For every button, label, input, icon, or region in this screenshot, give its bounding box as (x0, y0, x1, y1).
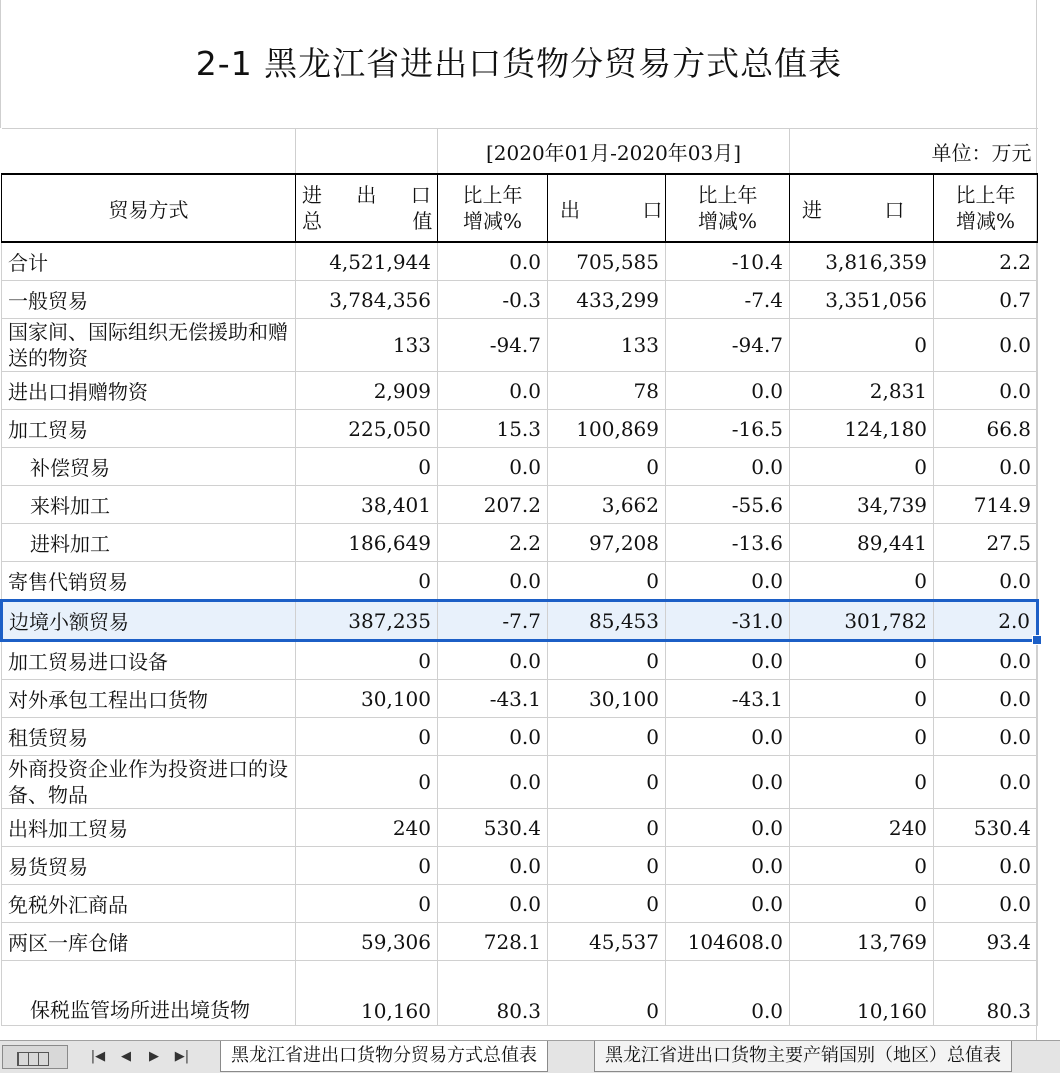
data-table (0, 128, 1039, 1026)
value-cell[interactable]: 530.4 (934, 809, 1038, 847)
table-row (2, 809, 1038, 847)
table-row (2, 923, 1038, 961)
value-cell[interactable]: -94.7 (666, 319, 790, 372)
value-cell[interactable]: 225,050 (296, 410, 438, 448)
value-cell[interactable]: 0.0 (438, 562, 548, 601)
value-cell[interactable]: -10.4 (666, 242, 790, 281)
blank-cell[interactable] (2, 129, 296, 175)
value-cell[interactable]: 0 (790, 680, 934, 718)
value-cell[interactable]: -0.3 (438, 281, 548, 319)
value-cell[interactable]: 30,100 (548, 680, 666, 718)
value-cell[interactable]: 0.0 (934, 372, 1038, 410)
value-cell[interactable]: 0.0 (438, 372, 548, 410)
blank-cell[interactable] (296, 129, 438, 175)
unit-label[interactable]: 单位：万元 (790, 129, 1038, 175)
value-cell[interactable]: 2,831 (790, 372, 934, 410)
value-cell[interactable]: 0.0 (666, 885, 790, 923)
row-label-cell[interactable]: 一般贸易 (2, 281, 296, 319)
value-cell[interactable]: 0.0 (666, 809, 790, 847)
value-cell[interactable]: 0.0 (666, 718, 790, 756)
value-cell[interactable]: 66.8 (934, 410, 1038, 448)
value-cell[interactable]: 80.3 (438, 961, 548, 1026)
header-import-pct[interactable] (934, 174, 1038, 242)
value-cell[interactable]: -16.5 (666, 410, 790, 448)
value-cell[interactable]: 59,306 (296, 923, 438, 961)
row-label-cell[interactable]: 国家间、国际组织无偿援助和赠送的物资 (2, 319, 296, 372)
value-cell[interactable]: 89,441 (790, 524, 934, 562)
row-label-cell[interactable]: 加工贸易进口设备 (2, 641, 296, 680)
grid-icon (17, 1052, 49, 1066)
table-row (2, 961, 1038, 1026)
value-cell[interactable]: 100,869 (548, 410, 666, 448)
table-row (2, 281, 1038, 319)
table-row (2, 562, 1038, 601)
value-cell[interactable]: 104608.0 (666, 923, 790, 961)
value-cell[interactable]: 0 (296, 847, 438, 885)
value-cell[interactable]: 30,100 (296, 680, 438, 718)
table-row (2, 410, 1038, 448)
value-cell[interactable]: 4,521,944 (296, 242, 438, 281)
row-label-cell[interactable]: 补偿贸易 (2, 448, 296, 486)
row-label-cell[interactable]: 免税外汇商品 (2, 885, 296, 923)
value-cell[interactable]: 301,782 (790, 601, 934, 641)
table-row (2, 847, 1038, 885)
prev-sheet-icon[interactable]: ◀ (121, 1049, 131, 1064)
header-pct-line2: 增减% (462, 209, 522, 233)
value-cell[interactable]: -55.6 (666, 486, 790, 524)
value-cell[interactable]: 13,769 (790, 923, 934, 961)
next-sheet-icon[interactable]: ▶ (149, 1049, 159, 1064)
header-export[interactable]: 出 口 (548, 174, 666, 242)
value-cell[interactable]: 0.0 (934, 448, 1038, 486)
value-cell[interactable]: 0 (790, 847, 934, 885)
value-cell[interactable]: 0.0 (666, 756, 790, 809)
value-cell[interactable]: -43.1 (438, 680, 548, 718)
value-cell[interactable]: 27.5 (934, 524, 1038, 562)
first-sheet-icon[interactable]: |◀ (90, 1049, 106, 1064)
value-cell[interactable]: 0 (548, 809, 666, 847)
value-cell[interactable]: -43.1 (666, 680, 790, 718)
value-cell[interactable]: 705,585 (548, 242, 666, 281)
value-cell[interactable]: 0 (296, 448, 438, 486)
table-row (2, 319, 1038, 372)
value-cell[interactable]: 186,649 (296, 524, 438, 562)
value-cell[interactable]: 38,401 (296, 486, 438, 524)
value-cell[interactable]: 2.2 (934, 242, 1038, 281)
value-cell[interactable]: 0.0 (438, 756, 548, 809)
value-cell[interactable]: 0 (296, 718, 438, 756)
value-cell[interactable]: 124,180 (790, 410, 934, 448)
value-cell[interactable]: 240 (296, 809, 438, 847)
value-cell[interactable]: 387,235 (296, 601, 438, 641)
value-cell[interactable]: 0 (790, 718, 934, 756)
value-cell[interactable]: -7.7 (438, 601, 548, 641)
value-cell[interactable]: 3,351,056 (790, 281, 934, 319)
row-label-cell[interactable]: 易货贸易 (2, 847, 296, 885)
table-row (2, 885, 1038, 923)
value-cell[interactable]: 0 (790, 641, 934, 680)
fill-handle[interactable] (1032, 635, 1042, 645)
header-pct-line1: 比上年 (955, 183, 1016, 207)
value-cell[interactable]: 0 (548, 961, 666, 1026)
value-cell[interactable]: 728.1 (438, 923, 548, 961)
value-cell[interactable]: 714.9 (934, 486, 1038, 524)
value-cell[interactable]: 0 (296, 562, 438, 601)
row-label-cell[interactable]: 进料加工 (2, 524, 296, 562)
period-label[interactable]: [2020年01月-2020年03月] (438, 129, 790, 175)
value-cell[interactable]: 97,208 (548, 524, 666, 562)
value-cell[interactable]: 0 (548, 641, 666, 680)
table-row (2, 680, 1038, 718)
header-pct-line1: 比上年 (462, 183, 523, 207)
value-cell[interactable]: 0.0 (666, 847, 790, 885)
value-cell[interactable]: 133 (548, 319, 666, 372)
value-cell[interactable]: 0.0 (934, 641, 1038, 680)
value-cell[interactable]: 3,662 (548, 486, 666, 524)
value-cell[interactable]: 0.0 (666, 562, 790, 601)
value-cell[interactable]: 34,739 (790, 486, 934, 524)
value-cell[interactable]: 0.0 (934, 847, 1038, 885)
value-cell[interactable]: 0.0 (666, 372, 790, 410)
value-cell[interactable]: 0 (296, 885, 438, 923)
value-cell[interactable]: 10,160 (296, 961, 438, 1026)
table-row (2, 641, 1038, 680)
table-row (2, 448, 1038, 486)
value-cell[interactable]: 240 (790, 809, 934, 847)
row-label-cell[interactable]: 来料加工 (2, 486, 296, 524)
row-label-cell[interactable]: 对外承包工程出口货物 (2, 680, 296, 718)
value-cell[interactable]: 15.3 (438, 410, 548, 448)
value-cell[interactable]: 2.2 (438, 524, 548, 562)
header-total[interactable] (296, 174, 475, 242)
value-cell[interactable]: 0 (790, 448, 934, 486)
value-cell[interactable]: 0.7 (934, 281, 1038, 319)
row-label-cell[interactable]: 加工贸易 (2, 410, 296, 448)
value-cell[interactable]: 93.4 (934, 923, 1038, 961)
value-cell[interactable]: 0 (296, 641, 438, 680)
value-cell[interactable]: 2,909 (296, 372, 438, 410)
value-cell[interactable]: 0.0 (438, 641, 548, 680)
value-cell[interactable]: 0.0 (934, 562, 1038, 601)
row-label-cell[interactable]: 边境小额贸易 (2, 601, 296, 641)
sheet-menu-button[interactable] (2, 1045, 68, 1069)
table-row (2, 601, 1038, 641)
table-row (2, 756, 1038, 809)
row-label-cell[interactable]: 租赁贸易 (2, 718, 296, 756)
row-label-cell[interactable]: 保税监管场所进出境货物 (2, 961, 296, 1026)
value-cell[interactable]: -7.4 (666, 281, 790, 319)
row-label-cell[interactable]: 寄售代销贸易 (2, 562, 296, 601)
value-cell[interactable]: -94.7 (438, 319, 548, 372)
sheet-tab-origin-country[interactable]: 黑龙江省进出口货物主要产销国别（地区）总值表 (594, 1041, 1012, 1072)
row-label-cell[interactable]: 出料加工贸易 (2, 809, 296, 847)
row-label-cell[interactable]: 外商投资企业作为投资进口的设备、物品 (2, 756, 296, 809)
value-cell[interactable]: 85,453 (548, 601, 666, 641)
header-import[interactable]: 进 口 (790, 174, 934, 242)
sheet-tab-active[interactable]: 黑龙江省进出口货物分贸易方式总值表 (220, 1041, 548, 1072)
header-pct-line2: 增减% (698, 209, 758, 233)
title-cell[interactable] (0, 0, 1037, 128)
value-cell[interactable]: 3,816,359 (790, 242, 934, 281)
value-cell[interactable]: 78 (548, 372, 666, 410)
header-pct-line1: 比上年 (697, 183, 758, 207)
header-total-line1: 进 出 口 (302, 183, 445, 207)
value-cell[interactable]: 0.0 (438, 718, 548, 756)
value-cell[interactable]: 0.0 (934, 319, 1038, 372)
table-row (2, 486, 1038, 524)
table-row (2, 718, 1038, 756)
row-label-cell[interactable]: 进出口捐赠物资 (2, 372, 296, 410)
table-row (2, 372, 1038, 410)
value-cell[interactable]: 207.2 (438, 486, 548, 524)
value-cell[interactable]: 0.0 (438, 847, 548, 885)
value-cell[interactable]: 2.0 (934, 601, 1038, 641)
value-cell[interactable]: 0 (790, 319, 934, 372)
last-sheet-icon[interactable]: ▶| (174, 1049, 190, 1064)
value-cell[interactable]: 0.0 (438, 448, 548, 486)
value-cell[interactable]: 0.0 (438, 242, 548, 281)
value-cell[interactable]: 433,299 (548, 281, 666, 319)
value-cell[interactable]: 0.0 (934, 680, 1038, 718)
value-cell[interactable]: 0.0 (666, 641, 790, 680)
period-row (2, 129, 1038, 175)
value-cell[interactable]: -31.0 (666, 601, 790, 641)
value-cell[interactable]: 0 (548, 718, 666, 756)
value-cell[interactable]: 0 (548, 847, 666, 885)
header-pct-line2: 增减% (956, 209, 1016, 233)
value-cell[interactable]: 0 (548, 562, 666, 601)
value-cell[interactable]: 530.4 (438, 809, 548, 847)
value-cell[interactable]: 0.0 (666, 961, 790, 1026)
table-row (2, 524, 1038, 562)
header-row (2, 174, 1038, 242)
header-total-line2: 总 值 (302, 209, 475, 233)
value-cell[interactable]: 133 (296, 319, 438, 372)
value-cell[interactable]: 0 (790, 885, 934, 923)
value-cell[interactable]: 0 (296, 756, 438, 809)
header-trade-type[interactable]: 贸易方式 (2, 174, 296, 242)
value-cell[interactable]: 0.0 (666, 448, 790, 486)
value-cell[interactable]: 45,537 (548, 923, 666, 961)
value-cell[interactable]: 3,784,356 (296, 281, 438, 319)
value-cell[interactable]: 0 (548, 448, 666, 486)
value-cell[interactable]: 80.3 (934, 961, 1038, 1026)
value-cell[interactable]: 0.0 (934, 885, 1038, 923)
value-cell[interactable]: -13.6 (666, 524, 790, 562)
value-cell[interactable]: 0 (548, 885, 666, 923)
page-title: 2-1 黑龙江省进出口货物分贸易方式总值表 (195, 44, 843, 83)
value-cell[interactable]: 0 (790, 562, 934, 601)
sheet-tab-bar (0, 1040, 1060, 1073)
table-row (2, 242, 1038, 281)
row-label-cell[interactable]: 两区一库仓储 (2, 923, 296, 961)
value-cell[interactable]: 0.0 (934, 756, 1038, 809)
value-cell[interactable]: 0.0 (438, 885, 548, 923)
value-cell[interactable]: 0 (790, 756, 934, 809)
value-cell[interactable]: 0 (548, 756, 666, 809)
value-cell[interactable]: 10,160 (790, 961, 934, 1026)
value-cell[interactable]: 0.0 (934, 718, 1038, 756)
row-label-cell[interactable]: 合计 (2, 242, 296, 281)
